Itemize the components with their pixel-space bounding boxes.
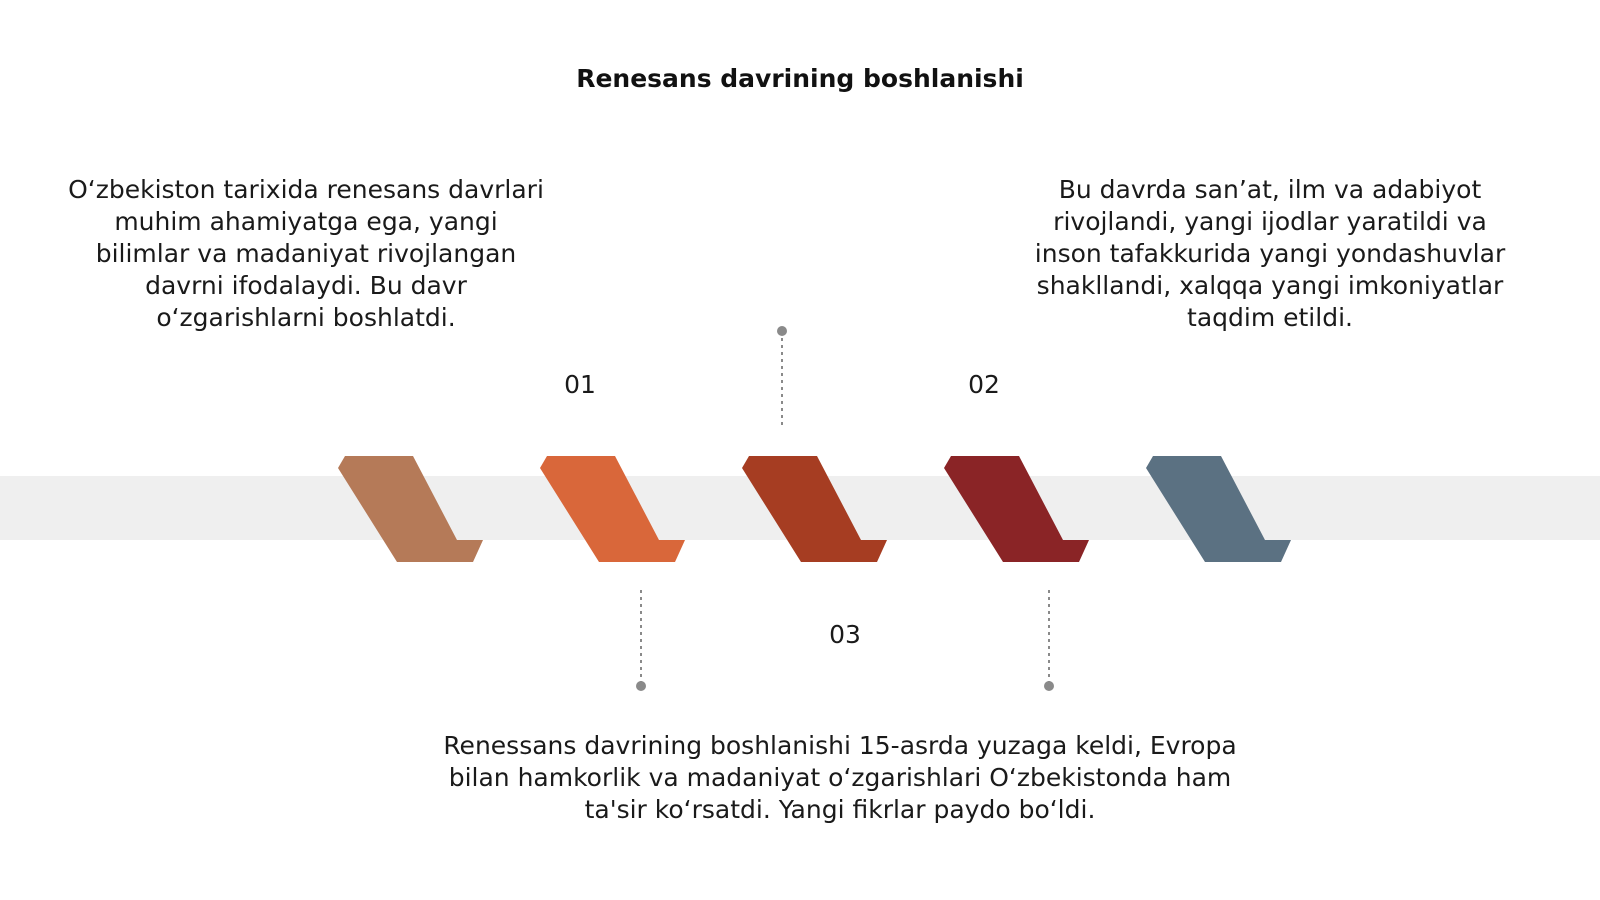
connector-top-dot bbox=[777, 326, 787, 336]
connector-bottom-left bbox=[636, 590, 646, 691]
step-2-number: 02 bbox=[968, 370, 1000, 399]
step-2-description: Bu davrda san’at, ilm va adabiyot rivojlandi, yangi ijodlar yaratildi va inson tafakkurida yangi yondashuvlar shakllandi, xalqqa yangi imkoniyatlar taqdim etildi. bbox=[1034, 175, 1506, 332]
page-title: Renesans davrining boshlanishi bbox=[576, 64, 1024, 93]
step-3-description: Renessans davrining boshlanishi 15-asrda yuzaga keldi, Evropa bilan hamkorlik va madaniyat o‘zgarishlari O‘zbekistonda ham ta'sir ko‘rsatdi. Yangi fikrlar paydo bo‘ldi. bbox=[443, 731, 1237, 824]
step-1-number: 01 bbox=[564, 370, 596, 399]
connector-bottom-left-dot bbox=[636, 681, 646, 691]
step-3-number: 03 bbox=[829, 620, 861, 649]
connector-top bbox=[777, 326, 787, 428]
step-1-description: O‘zbekiston tarixida renesans davrlari muhim ahamiyatga ega, yangi bilimlar va madaniyat rivojlangan davrni ifodalaydi. Bu davr o‘zgarishlarni boshlatdi. bbox=[68, 175, 544, 332]
connector-bottom-right-dot bbox=[1044, 681, 1054, 691]
connector-bottom-right bbox=[1044, 590, 1054, 691]
